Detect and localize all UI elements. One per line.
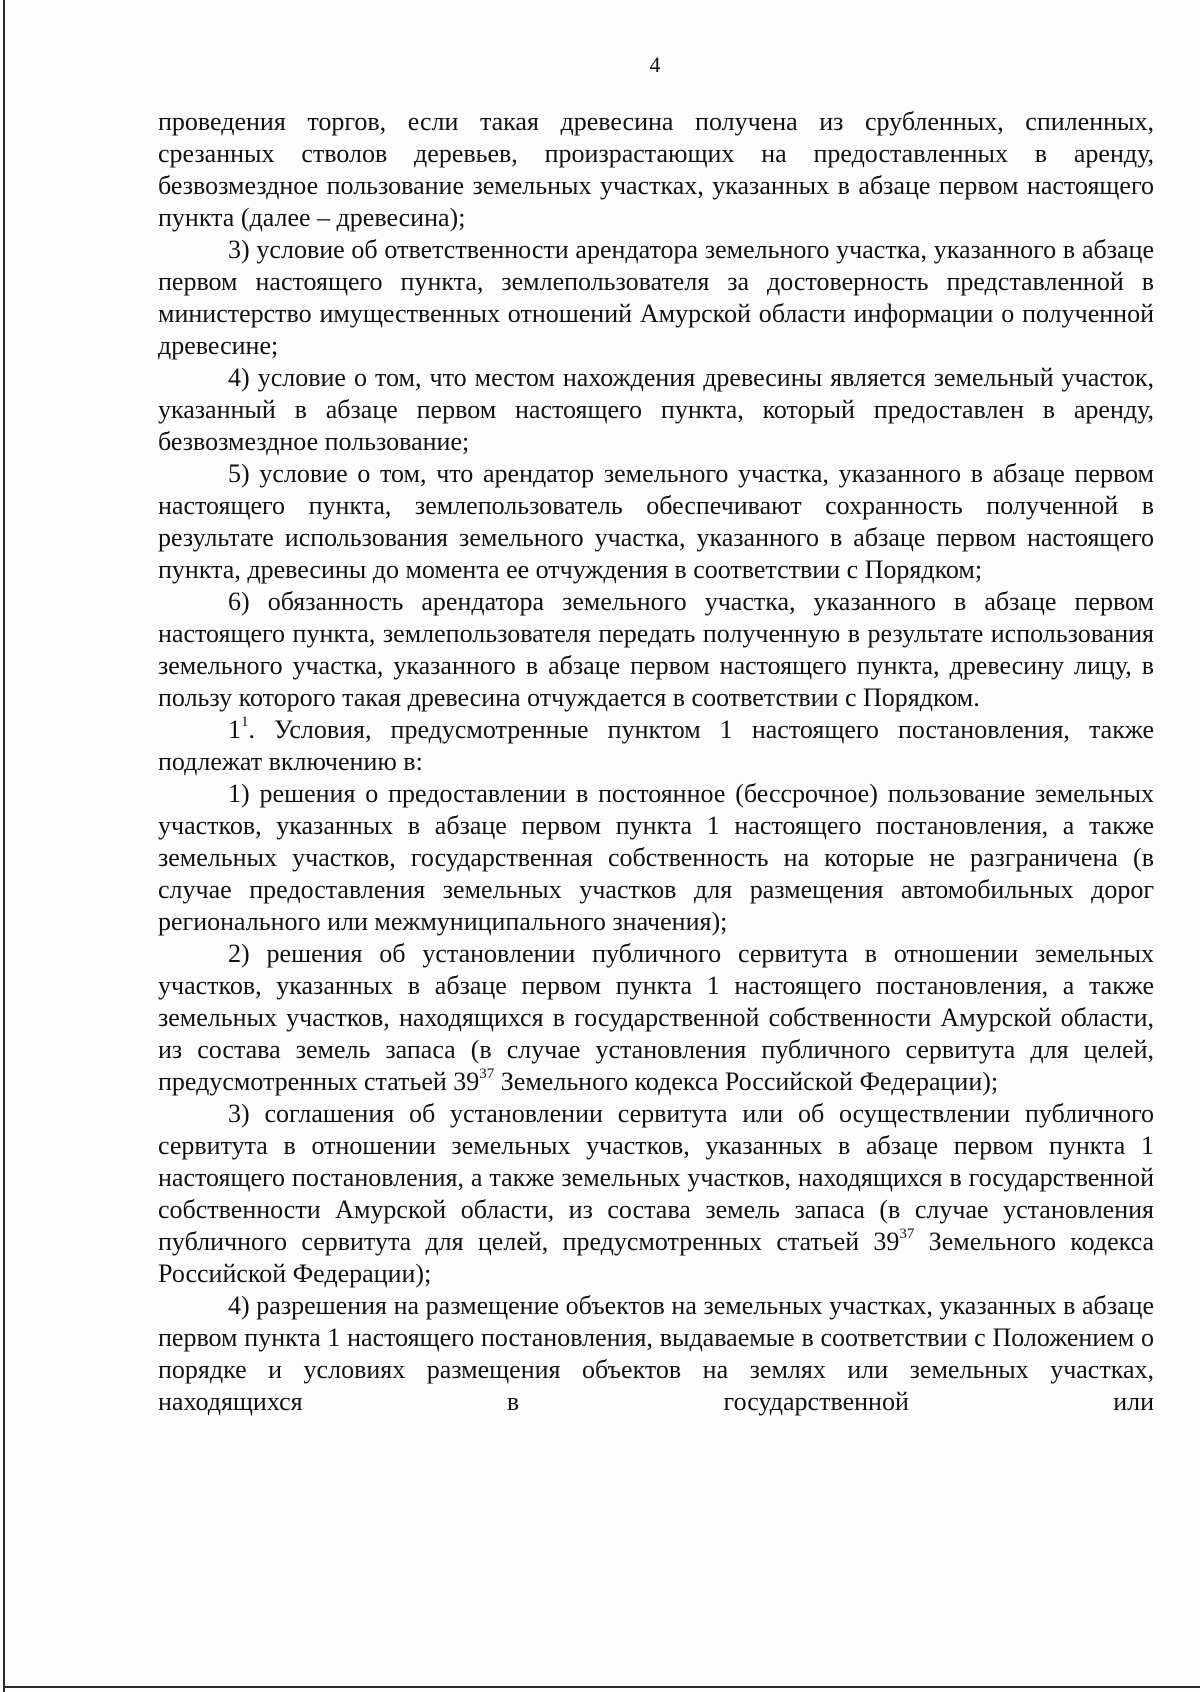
subitem-2-text: 2) решения об установлении публичного сервитута в отношении земельных участков, указанных в абзаце первом пункта 1 настоящего постановления, а также земельных участков, находящихся в государственной собственности Амурской области, из состава земель запаса (в случае установления публичного сервитута для целей, предусмотренных статьей 39 [158,939,1154,1096]
paragraph-item-3: 3) условие об ответственности арендатора земельного участка, указанного в абзаце первом настоящего пункта, землепользователя за достоверность представленной в министерство имущественных отношений Амурской области информации о полученной древесине; [158,235,1154,360]
scan-edge-left [3,0,5,1692]
clause-text: . Условия, предусмотренные пунктом 1 настоящего постановления, также подлежат включению в: [158,715,1154,776]
subitem-3-text: 3) соглашения об установлении сервитута или об осуществлении публичного сервитута в отношении земельных участков, указанных в абзаце первом пункта 1 настоящего постановления, а также земельных участков, находящихся в государственной собственности Амурской области, из состава земель запаса (в случае установления публичного сервитута для целей, предусмотренных статьей 39 [158,1099,1154,1256]
article-superscript: 37 [479,1066,495,1083]
paragraph-subitem-1: 1) решения о предоставлении в постоянное (бессрочное) пользование земельных участков, указанных в абзаце первом пункта 1 настоящего постановления, а также земельных участков, государственная собственность на которые не разграничена (в случае предоставления земельных участков для размещения автомобильных дорог регионального или межмуниципального значения); [158,779,1154,936]
paragraph-item-4: 4) условие о том, что местом нахождения древесины является земельный участок, указанный в абзаце первом настоящего пункта, который предоставлен в аренду, безвозмездное пользование; [158,363,1154,456]
paragraph-clause-1-1 [158,714,1154,778]
paragraph-item-6: 6) обязанность арендатора земельного участка, указанного в абзаце первом настоящего пункта, землепользователя передать полученную в результате использования земельного участка, указанного в абзаце первом настоящего пункта, древесину лицу, в пользу которого такая древесина отчуждается в соответствии с Порядком. [158,587,1154,712]
subitem-3-tail: Земельного кодекса Российской Федерации); [158,1227,1154,1288]
paragraph-subitem-2 [158,938,1154,1098]
scan-edge-bottom [3,1686,1200,1688]
paragraph-item-5: 5) условие о том, что арендатор земельного участка, указанного в абзаце первом настоящего пункта, землепользователь обеспечивают сохранность полученной в результате использования земельного участка, указанного в абзаце первом настоящего пункта, древесины до момента ее отчуждения в соответствии с Порядком; [158,459,1154,584]
page-number: 4 [649,52,661,77]
paragraph-continuation: проведения торгов, если такая древесина получена из срубленных, спиленных, срезанных стволов деревьев, произрастающих на предоставленных в аренду, безвозмездное пользование земельных участках, указанных в абзаце первом настоящего пункта (далее – древесина); [158,107,1154,232]
paragraph-subitem-3 [158,1098,1154,1290]
paragraph-subitem-4: 4) разрешения на размещение объектов на земельных участках, указанных в абзаце первом пункта 1 настоящего постановления, выдаваемые в соответствии с Положением о порядке и условиях размещения объектов на землях или земельных участках, находящихся в государственной или [158,1291,1154,1416]
article-superscript: 37 [899,1226,915,1243]
subitem-2-tail: Земельного кодекса Российской Федерации); [494,1067,999,1096]
clause-number: 1 [228,715,241,744]
document-body [158,106,1154,1418]
clause-superscript: 1 [241,714,249,731]
